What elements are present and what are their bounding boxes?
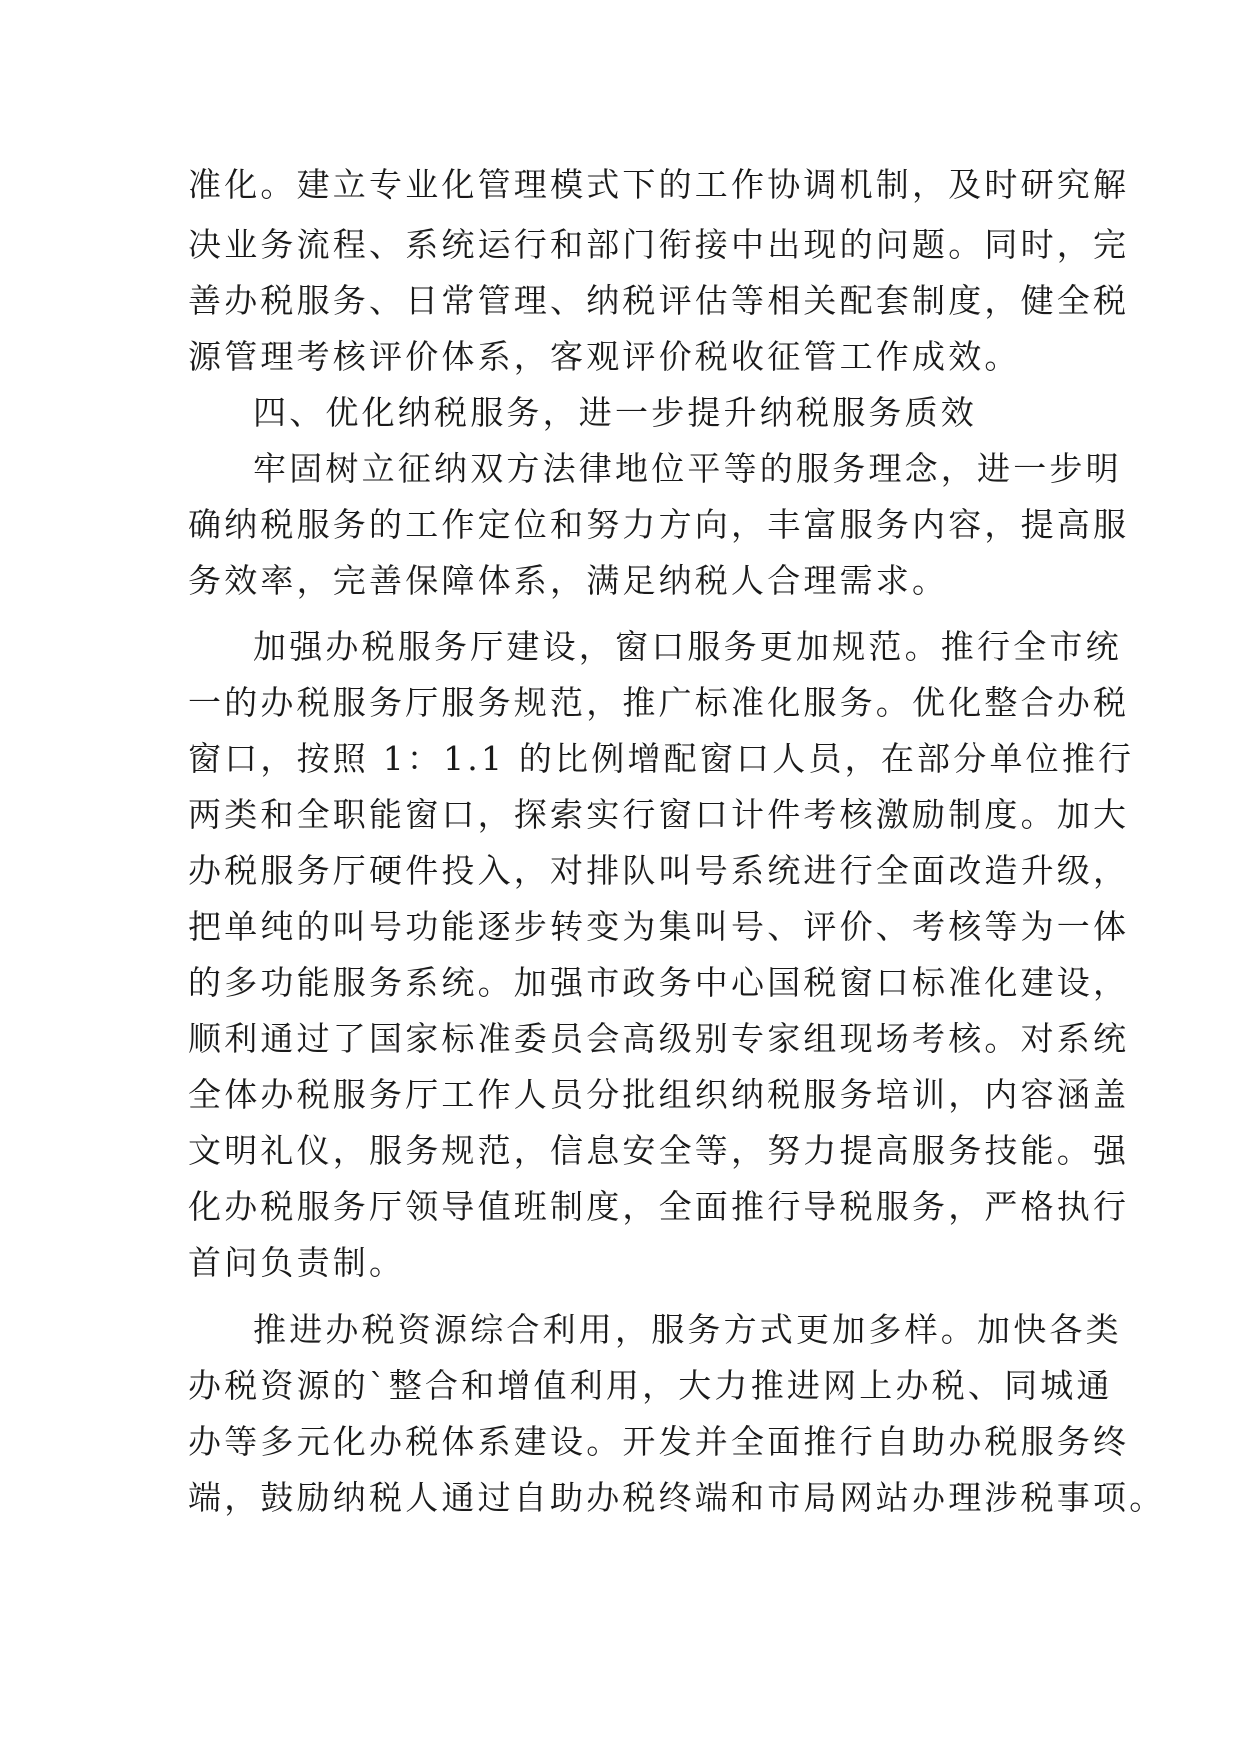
text-line-13: 办税服务厅硬件投入，对排队叫号系统进行全面改造升级， <box>188 851 1130 890</box>
text-line-15: 的多功能服务系统。加强市政务中心国税窗口标准化建设， <box>188 963 1130 1002</box>
text-line-9: 加强办税服务厅建设，窗口服务更加规范。推行全市统 <box>253 627 1122 666</box>
text-line-19: 化办税服务厅领导值班制度，全面推行导税服务，严格执行 <box>188 1187 1130 1226</box>
text-line-4: 源管理考核评价体系，客观评价税收征管工作成效。 <box>188 337 1021 376</box>
section-heading: 四、优化纳税服务，进一步提升纳税服务质效 <box>253 393 977 432</box>
text-line-18: 文明礼仪，服务规范，信息安全等，努力提高服务技能。强 <box>188 1131 1130 1170</box>
text-line-7: 确纳税服务的工作定位和努力方向，丰富服务内容，提高服 <box>188 505 1130 544</box>
text-line-2: 决业务流程、系统运行和部门衔接中出现的问题。同时，完 <box>188 225 1130 264</box>
text-line-10: 一的办税服务厅服务规范，推广标准化服务。优化整合办税 <box>188 683 1130 722</box>
text-line-12: 两类和全职能窗口，探索实行窗口计件考核激励制度。加大 <box>188 795 1130 834</box>
text-line-3: 善办税服务、日常管理、纳税评估等相关配套制度，健全税 <box>188 281 1130 320</box>
text-line-24: 端，鼓励纳税人通过自助办税终端和市局网站办理涉税事项。 <box>188 1478 1166 1517</box>
text-line-1: 准化。建立专业化管理模式下的工作协调机制，及时研究解 <box>188 165 1130 204</box>
text-line-8: 务效率，完善保障体系，满足纳税人合理需求。 <box>188 561 949 600</box>
text-line-16: 顺利通过了国家标准委员会高级别专家组现场考核。对系统 <box>188 1019 1130 1058</box>
text-line-11: 窗口，按照 1：1.1 的比例增配窗口人员，在部分单位推行 <box>188 739 1135 778</box>
text-line-21: 推进办税资源综合利用，服务方式更加多样。加快各类 <box>253 1310 1122 1349</box>
text-line-14: 把单纯的叫号功能逐步转变为集叫号、评价、考核等为一体 <box>188 907 1130 946</box>
text-line-22: 办税资源的`整合和增值利用，大力推进网上办税、同城通 <box>188 1366 1113 1405</box>
text-line-17: 全体办税服务厅工作人员分批组织纳税服务培训，内容涵盖 <box>188 1075 1130 1114</box>
text-line-20: 首问负责制。 <box>188 1243 406 1282</box>
text-line-23: 办等多元化办税体系建设。开发并全面推行自助办税服务终 <box>188 1422 1130 1461</box>
text-line-6: 牢固树立征纳双方法律地位平等的服务理念，进一步明 <box>253 449 1122 488</box>
